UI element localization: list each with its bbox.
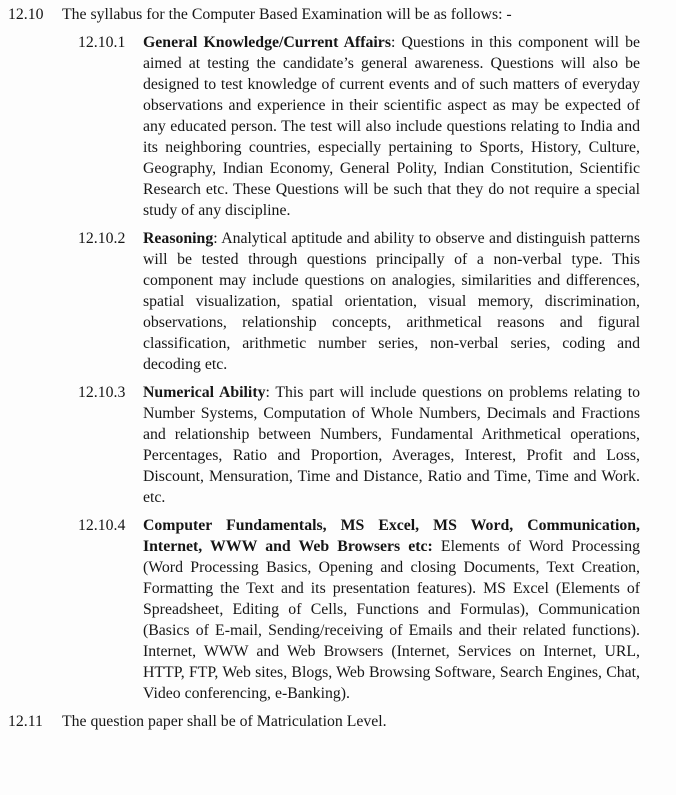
subsection-number: 12.10.1: [78, 34, 126, 51]
subsection-heading: General Knowledge/Current Affairs: [143, 34, 391, 51]
section-12-11: [8, 711, 640, 732]
subsection-body-text: Elements of Word Processing (Word Processing Basics, Opening and closing Documents, Text Creation, Formatting the Text and its presentation features). MS Excel (Elements of Spreadsheet, Editing of Cells, Functions and Formulas), Communication (Basics of E-mail, Sending/receiving of Emails and their related functions). Internet, WWW and Web Browsers (Internet, Services on Internet, URL, HTTP, FTP, Web sites, Blogs, Web Browsing Software, Search Engines, Chat, Video conferencing, e-Banking).: [143, 538, 640, 702]
section-text: The question paper shall be of Matriculation Level.: [62, 713, 387, 730]
heading-separator: :: [265, 384, 276, 401]
heading-separator: :: [390, 34, 402, 51]
subsection-body-text: Questions in this component will be aimed at testing the candidate’s general awareness. Questions will also be designed to test knowledge of current events and of such matters of everyday observations and experience in their scientific aspect as may be expected of any educated person. The test will also include questions relating to India and its neighboring countries, especially pertaining to Sports, History, Culture, Geography, Indian Economy, General Polity, Indian Constitution, Scientific Research etc. These Questions will be such that they do not require a special study of any discipline.: [143, 34, 640, 219]
subsection-heading: Computer Fundamentals, MS Excel, MS Word, Communication, Internet, WWW and Web Browsers etc:: [143, 517, 640, 555]
section-text: The syllabus for the Computer Based Examination will be as follows: -: [62, 6, 512, 23]
subsection-number: 12.10.4: [78, 517, 126, 534]
subsection-number: 12.10.2: [78, 230, 126, 247]
heading-separator: :: [213, 230, 222, 247]
subsection-body-text: This part will include questions on problems relating to Number Systems, Computation of Whole Numbers, Decimals and Fractions and relationship between Numbers, Fundamental Arithmetical operations, Percentages, Ratio and Proportion, Averages, Interest, Profit and Loss, Discount, Mensuration, Time and Distance, Ratio and Time, Time and Work. etc.: [143, 384, 640, 506]
section-number: 12.11: [8, 713, 43, 730]
subsection-12-10-1: [78, 32, 640, 221]
subsection-heading: Numerical Ability: [143, 384, 266, 401]
subsection-12-10-4: [78, 515, 640, 704]
subsection-12-10-3: [78, 382, 640, 508]
subsection-12-10-2: [78, 228, 640, 375]
subsection-number: 12.10.3: [78, 384, 126, 401]
subsection-body-text: Analytical aptitude and ability to observe and distinguish patterns will be tested through questions principally of a non-verbal type. This component may include questions on analogies, similarities and differences, spatial visualization, spatial orientation, visual memory, discrimination, observations, relationship concepts, arithmetical reasons and figural classification, arithmetic number series, non-verbal series, coding and decoding etc.: [143, 230, 641, 373]
subsection-paragraph: [143, 32, 640, 221]
subsection-paragraph: [143, 382, 640, 508]
subsection-heading: Reasoning: [143, 230, 214, 247]
section-number: 12.10: [8, 6, 44, 23]
section-12-10: [8, 4, 640, 25]
heading-separator: [433, 538, 441, 555]
subsection-paragraph: [143, 515, 640, 704]
subsection-paragraph: [143, 228, 640, 375]
